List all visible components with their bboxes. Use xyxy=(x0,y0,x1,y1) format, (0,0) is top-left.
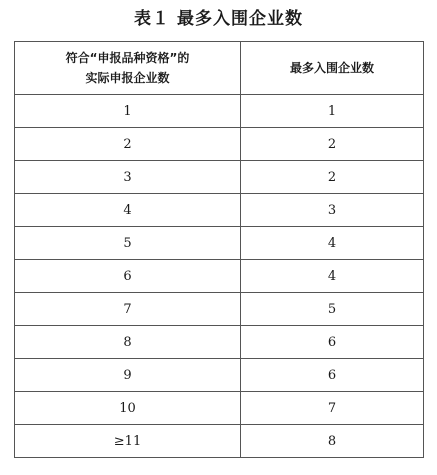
table-title: 表１ 最多入围企业数 xyxy=(134,9,303,29)
table-row xyxy=(15,326,424,359)
cell-max-selected: 4 xyxy=(241,260,424,293)
cell-applicants: 2 xyxy=(15,128,241,161)
table-row xyxy=(15,161,424,194)
cell-max-selected: 2 xyxy=(241,128,424,161)
cell-applicants: 8 xyxy=(15,326,241,359)
header-actual-applicants-line1: 符合“申报品种资格”的 xyxy=(65,51,190,65)
cell-applicants: 6 xyxy=(15,260,241,293)
cell-max-selected: 5 xyxy=(241,293,424,326)
cell-max-selected: 2 xyxy=(241,161,424,194)
table-row xyxy=(15,227,424,260)
cell-max-selected: 8 xyxy=(241,425,424,458)
cell-max-selected: 4 xyxy=(241,227,424,260)
cell-max-selected: 6 xyxy=(241,326,424,359)
cell-applicants: 1 xyxy=(15,95,241,128)
table-row xyxy=(15,293,424,326)
cell-applicants: 10 xyxy=(15,392,241,425)
table-row xyxy=(15,95,424,128)
table-row xyxy=(15,260,424,293)
header-actual-applicants xyxy=(15,42,241,95)
max-selected-enterprises-table xyxy=(14,41,424,458)
cell-applicants: 3 xyxy=(15,161,241,194)
cell-max-selected: 3 xyxy=(241,194,424,227)
cell-applicants: 5 xyxy=(15,227,241,260)
table-header-row xyxy=(15,42,424,95)
cell-applicants: 9 xyxy=(15,359,241,392)
cell-applicants: 4 xyxy=(15,194,241,227)
table-row xyxy=(15,194,424,227)
cell-applicants: ≥11 xyxy=(15,425,241,458)
table-row xyxy=(15,128,424,161)
cell-applicants: 7 xyxy=(15,293,241,326)
header-actual-applicants-line2: 实际申报企业数 xyxy=(85,71,170,85)
cell-max-selected: 1 xyxy=(241,95,424,128)
header-max-selected: 最多入围企业数 xyxy=(241,42,424,95)
table-row xyxy=(15,392,424,425)
cell-max-selected: 6 xyxy=(241,359,424,392)
cell-max-selected: 7 xyxy=(241,392,424,425)
table-row xyxy=(15,359,424,392)
table-row xyxy=(15,425,424,458)
